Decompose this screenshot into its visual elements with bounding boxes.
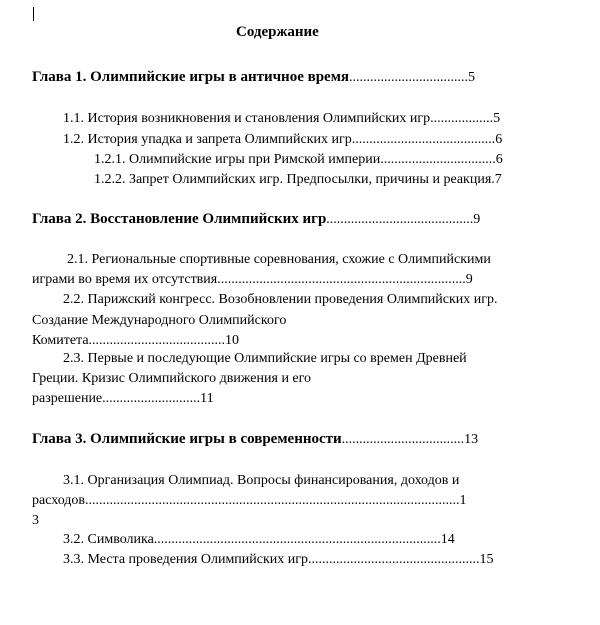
toc-entry-2-1-line2[interactable]: играми во время их отсутствия.......................................................................9 (32, 272, 473, 287)
toc-chapter-2-dots: ..........................................9 (326, 212, 481, 227)
toc-entry-1-2-1[interactable]: 1.2.1. Олимпийские игры при Римской империи.................................6 (94, 152, 503, 167)
toc-chapter-2-label: Глава 2. Восстановление Олимпийских игр (32, 211, 327, 227)
toc-entry-2-3-line2[interactable]: Греции. Кризис Олимпийского движения и его (32, 371, 312, 386)
toc-entry-2-3-line1[interactable]: 2.3. Первые и последующие Олимпийские игры со времен Древней (63, 351, 467, 366)
toc-entry-2-2-line2[interactable]: Создание Международного Олимпийского (32, 313, 287, 328)
toc-chapter-1-label: Глава 1. Олимпийские игры в античное время (32, 69, 350, 85)
toc-entry-2-2-line1[interactable]: 2.2. Парижский конгресс. Возобновлении проведения Олимпийских игр. (63, 292, 498, 307)
toc-chapter-1-dots: ..................................5 (349, 70, 476, 85)
toc-entry-1-1[interactable]: 1.1. История возникновения и становления Олимпийских игр..................5 (63, 111, 501, 126)
toc-entry-3-1-line1[interactable]: 3.1. Организация Олимпиад. Вопросы финансирования, доходов и (63, 473, 460, 488)
toc-chapter-2[interactable] (32, 211, 480, 228)
toc-entry-3-1-line2[interactable]: расходов...........................................................................................................1 (32, 493, 467, 508)
toc-chapter-3[interactable] (32, 431, 478, 448)
toc-entry-2-2-line3[interactable]: Комитета.......................................10 (32, 333, 240, 348)
toc-chapter-3-dots: ...................................13 (341, 432, 479, 447)
page-title: Содержание (236, 24, 319, 40)
toc-entry-2-1-line1[interactable]: 2.1. Региональные спортивные соревнования, схожие с Олимпийскими (67, 252, 491, 267)
toc-chapter-1[interactable] (32, 69, 475, 86)
toc-entry-1-2-2[interactable]: 1.2.2. Запрет Олимпийских игр. Предпосылки, причины и реакция.7 (94, 172, 502, 187)
toc-entry-3-2[interactable]: 3.2. Символика..................................................................................14 (63, 532, 455, 547)
toc-entry-3-1-line3[interactable]: 3 (32, 513, 39, 528)
text-cursor (33, 7, 34, 21)
toc-entry-3-3[interactable]: 3.3. Места проведения Олимпийских игр.................................................15 (63, 552, 494, 567)
toc-entry-2-3-line3[interactable]: разрешение............................11 (32, 391, 214, 406)
toc-chapter-3-label: Глава 3. Олимпийские игры в современности (32, 431, 342, 447)
toc-entry-1-2[interactable]: 1.2. История упадка и запрета Олимпийских игр.........................................6 (63, 132, 503, 147)
